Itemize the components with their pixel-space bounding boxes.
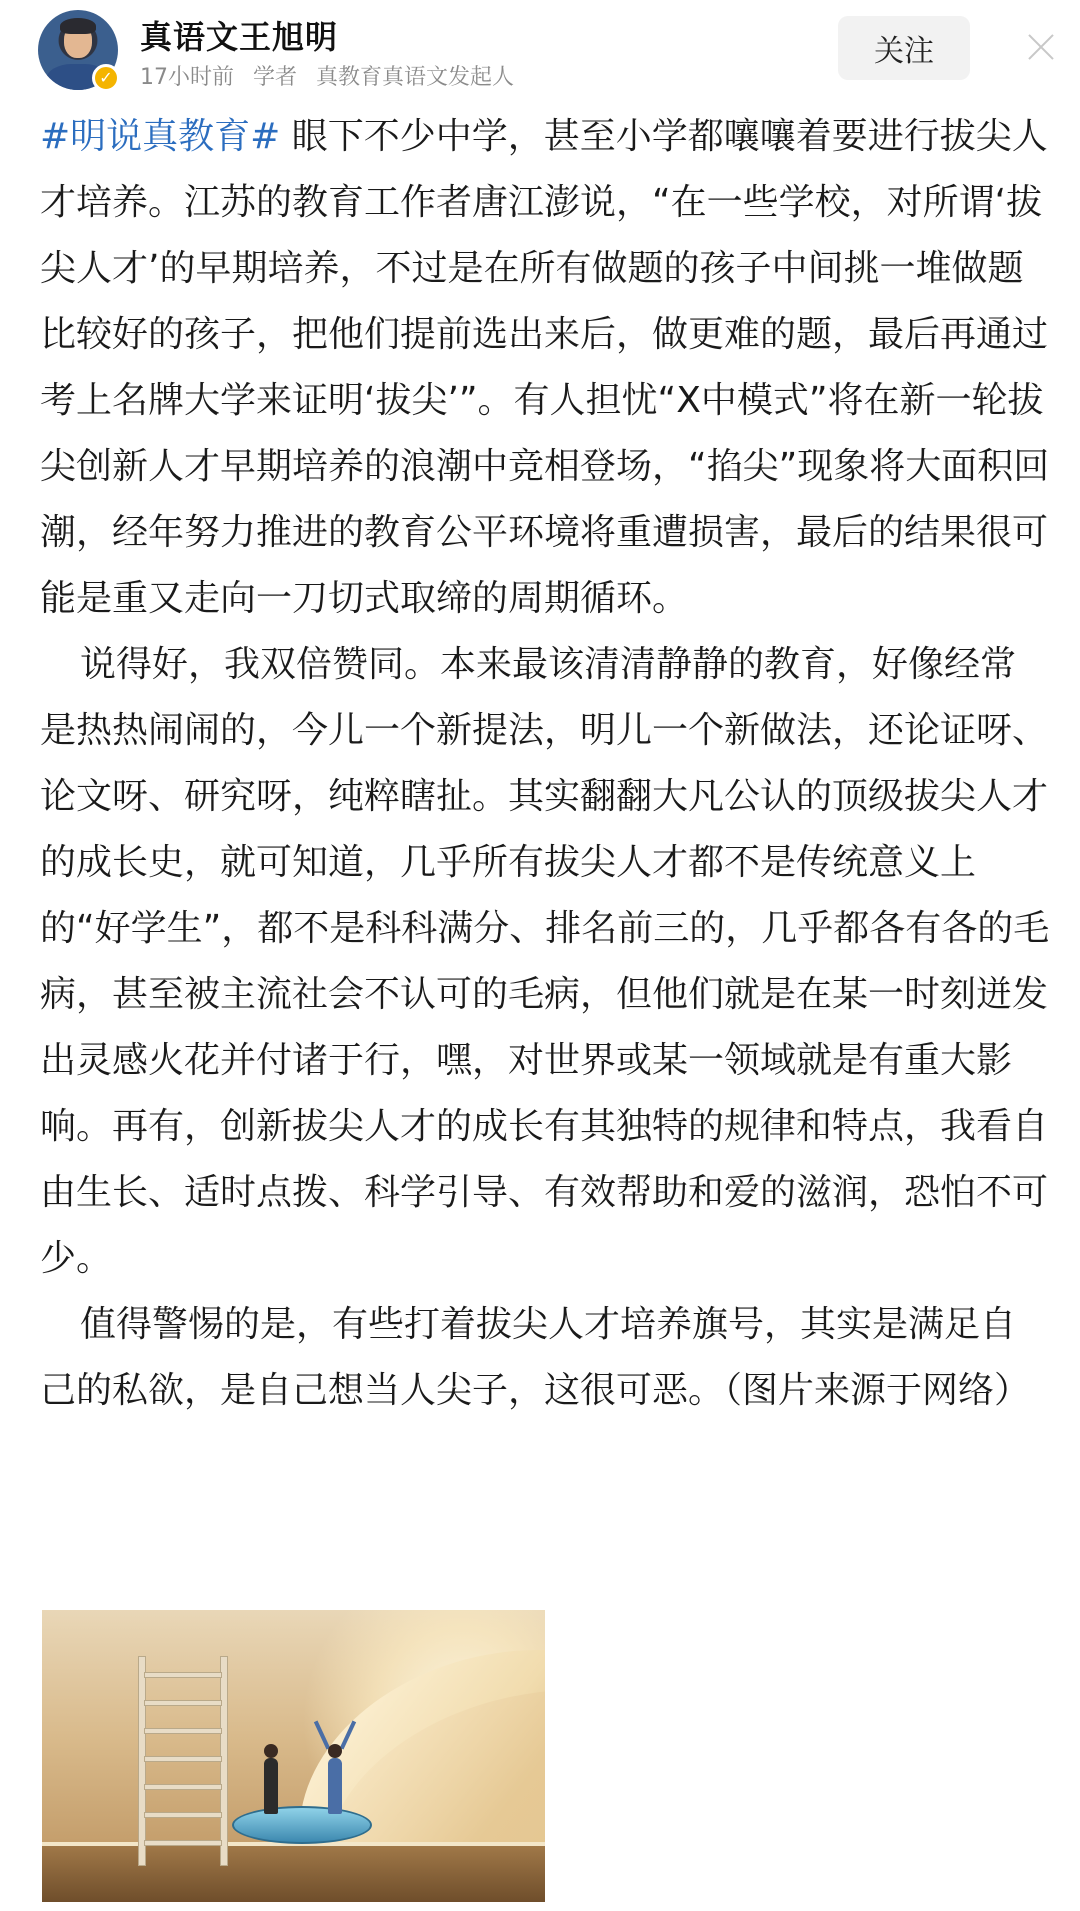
verified-badge-icon: ✓	[92, 64, 120, 92]
paragraph-3: 值得警惕的是，有些打着拔尖人才培养旗号，其实是满足自己的私欲，是自己想当人尖子，这很可恶。（图片来源于网络）	[40, 1304, 1031, 1411]
follow-button[interactable]: 关注	[838, 16, 970, 80]
author-name[interactable]: 真语文王旭明	[140, 18, 339, 56]
hashtag-link[interactable]: #明说真教育#	[40, 116, 281, 157]
paragraph-1	[40, 104, 1050, 632]
post-image[interactable]	[42, 1610, 545, 1902]
post-time: 17小时前	[140, 65, 234, 90]
ladder-illustration	[138, 1656, 228, 1866]
post-content	[40, 104, 1050, 1424]
paragraph-2: 说得好，我双倍赞同。本来最该清清静静的教育，好像经常是热热闹闹的，今儿一个新提法，明儿一个新做法，还论证呀、论文呀、研究呀，纯粹瞎扯。其实翻翻大凡公认的顶级拔尖人才的成长史，就可知道，几乎所有拔尖人才都不是传统意义上的“好学生”，都不是科科满分、排名前三的，几乎都各有各的毛病，甚至被主流社会不认可的毛病，但他们就是在某一时刻迸发出灵感火花并付诸于行，嘿，对世界或某一领域就是有重大影响。再有，创新拔尖人才的成长有其独特的规律和特点，我看自由生长、适时点拨、科学引导、有效帮助和爱的滋润，恐怕不可少。	[40, 644, 1050, 1279]
close-icon[interactable]	[1026, 32, 1056, 62]
post-header	[0, 0, 1080, 100]
paragraph-1-text: 眼下不少中学，甚至小学都嚷嚷着要进行拔尖人才培养。江苏的教育工作者唐江澎说，“在一些学校，对所谓‘拔尖人才’的早期培养，不过是在所有做题的孩子中间挑一堆做题比较好的孩子，把他们提前选出来后，做更难的题，最后再通过考上名牌大学来证明‘拔尖’”。有人担忧“X中模式”将在新一轮拔尖创新人才早期培养的浪潮中竞相登场，“掐尖”现象将大面积回潮，经年努力推进的教育公平环境将重遭损害，最后的结果很可能是重又走向一刀切式取缔的周期循环。	[40, 116, 1050, 619]
post-meta	[140, 60, 526, 91]
author-tag: 真教育真语文发起人	[316, 65, 515, 90]
author-tag: 学者	[253, 65, 298, 90]
